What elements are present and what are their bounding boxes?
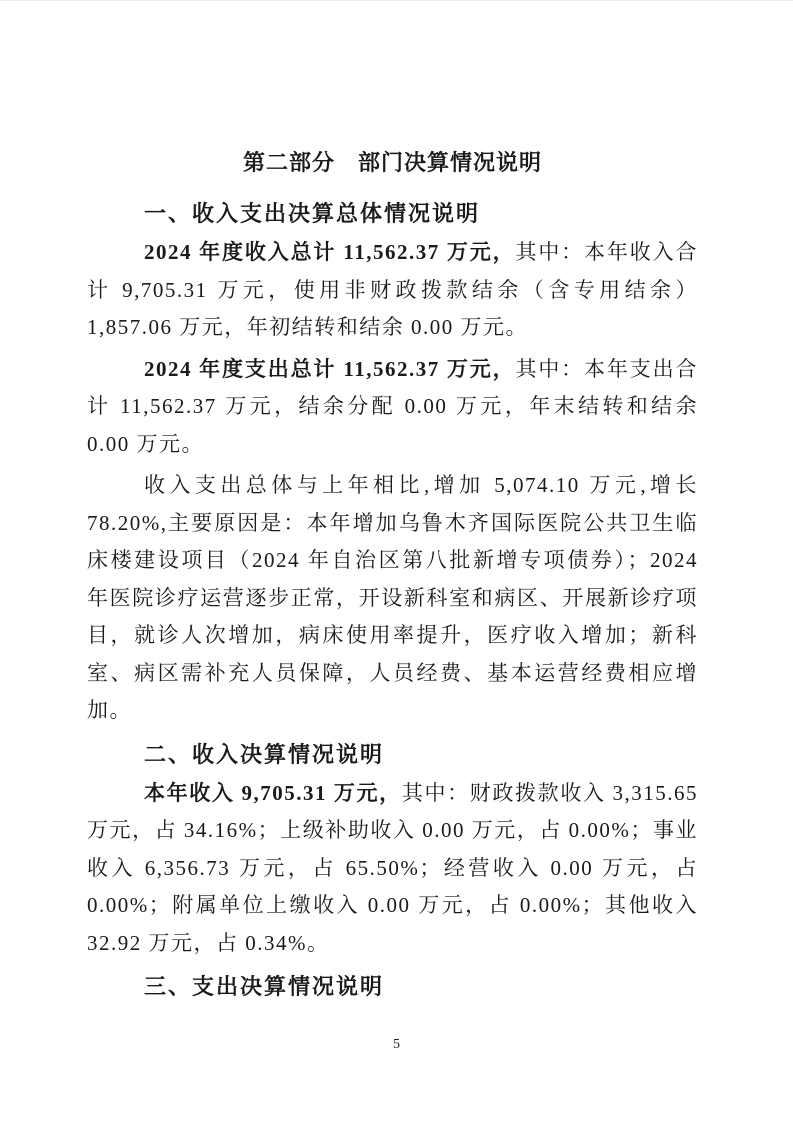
- paragraph-total-income: [87, 234, 698, 347]
- paragraph-lead-bold: 2024 年度支出总计 11,562.37 万元，: [144, 356, 516, 381]
- paragraph-text: 收入支出总体与上年相比,增加 5,074.10 万元,增长 78.20%,主要原因是：本年增加乌鲁木齐国际医院公共卫生临床楼建设项目（2024 年自治区第八批新增专项债券）；2024 年医院诊疗运营逐步正常，开设新科室和病区、开展新诊疗项目，就诊人次增加，病床使用率提升，医疗收入增加；新科室、病区需补充人员保障，人员经费、基本运营经费相应增加。: [87, 473, 698, 722]
- paragraph-total-expense: [87, 351, 698, 464]
- page-number: 5: [393, 1037, 400, 1052]
- section-heading-expense-details: 三、支出决算情况说明: [144, 974, 385, 999]
- section-heading-income-details: 二、收入决算情况说明: [144, 741, 385, 767]
- section-heading-income-expense-overview: 一、收入支出决算总体情况说明: [144, 201, 481, 226]
- page-title: 第二部分 部门决算情况说明: [242, 150, 542, 175]
- paragraph-lead-bold: 本年收入 9,705.31 万元，: [144, 780, 402, 805]
- paragraph-text: 其中：本年支出合计 11,562.37 万元，结余分配 0.00 万元，年末结转和结余 0.00 万元。: [87, 356, 698, 456]
- paragraph-text: 其中：本年收入合计 9,705.31 万元，使用非财政拨款结余（含专用结余）1,857.06 万元，年初结转和结余 0.00 万元。: [87, 240, 698, 339]
- paragraph-yoy-comparison: [87, 467, 698, 730]
- paragraph-income-breakdown: [87, 775, 698, 963]
- paragraph-lead-bold: 2024 年度收入总计 11,562.37 万元，: [144, 240, 516, 264]
- paragraph-text: 其中：财政拨款收入 3,315.65 万元，占 34.16%；上级补助收入 0.00 万元，占 0.00%；事业收入 6,356.73 万元，占 65.50%；经营收入 0.00 万元，占 0.00%；附属单位上缴收入 0.00 万元，占 0.00%；其他收入 32.92 万元，占 0.34%。: [87, 780, 699, 955]
